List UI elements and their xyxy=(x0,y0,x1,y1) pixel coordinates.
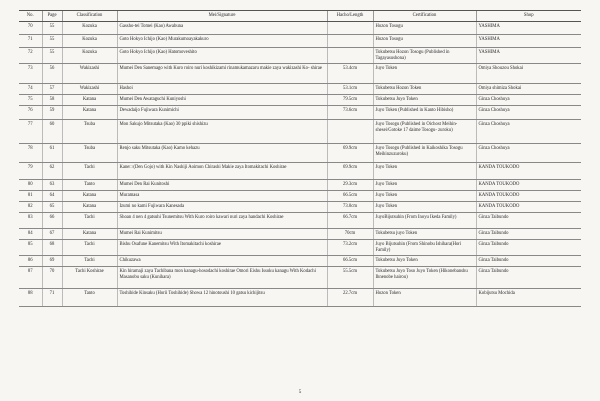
cell-hacho: 79.5cm xyxy=(327,95,373,106)
cell-no: 83 xyxy=(19,213,42,229)
cell-no: 77 xyxy=(19,120,42,144)
cell-no: 73 xyxy=(19,64,42,84)
cell-hacho: 70cm xyxy=(327,229,373,240)
cell-certification: Hozon Tosogu xyxy=(373,22,476,35)
cell-mei: Shoan 4 nen 4 gatsuhi Tsunemitsu With Kuro roiro kawari nuri zaya handachi Koshirae xyxy=(117,213,327,229)
cell-certification: Tokubetsu Juyo Token xyxy=(373,256,476,267)
cell-certification: Tokubetsu Hozon Tosogu (Published in Tagayasushona) xyxy=(373,48,476,64)
cell-no: 82 xyxy=(19,202,42,213)
cell-shop: Ginza Choshuya xyxy=(476,95,581,106)
cell-mei: Mumei Den Awataguchi Kuniyoshi xyxy=(117,95,327,106)
cell-page: 60 xyxy=(42,120,62,144)
cell-certification: JuyoBijutsuhin (From Inoyu Ikeda Family) xyxy=(373,213,476,229)
table-row xyxy=(19,267,581,289)
cell-hacho: 69.9cm xyxy=(327,163,373,180)
cell-hacho xyxy=(327,120,373,144)
cell-mei: Dewadaijo Fujiwara Kunimichi xyxy=(117,106,327,120)
cell-no: 84 xyxy=(19,229,42,240)
catalog-table xyxy=(19,10,581,307)
cell-mei: Muramasa xyxy=(117,191,327,202)
cell-certification: Tokubetsu Hozon Token xyxy=(373,84,476,95)
cell-shop: Ginza Choshuya xyxy=(476,144,581,163)
cell-page: 66 xyxy=(42,213,62,229)
cell-no: 86 xyxy=(19,256,42,267)
table-row xyxy=(19,213,581,229)
cell-shop: Ginza Choshuya xyxy=(476,106,581,120)
cell-page: 58 xyxy=(42,95,62,106)
cell-mei: Renjo saku Mitsutaka (Kao) Kamo kehazu xyxy=(117,144,327,163)
table-row xyxy=(19,144,581,163)
cell-certification: Juyo Token xyxy=(373,180,476,191)
cell-hacho: 73.0cm xyxy=(327,202,373,213)
table-row xyxy=(19,256,581,267)
cell-hacho: 66.5cm xyxy=(327,256,373,267)
cell-shop: KANDA TOUKODO xyxy=(476,191,581,202)
cell-mei: Mumei Rai Kunimitsu xyxy=(117,229,327,240)
cell-shop: Omiya Shouzou Shokai xyxy=(476,64,581,84)
cell-mei: Mumei Den Sanemago with Kuro roiro nuri koshikizami rinamukamazaru makie zaya wakizashi Ko- shirae xyxy=(117,64,327,84)
cell-certification: Juyo Bijutsuhin (From Shinobu Ishihara(Hori Family) xyxy=(373,240,476,256)
cell-page: 69 xyxy=(42,256,62,267)
table-row xyxy=(19,180,581,191)
table-row xyxy=(19,191,581,202)
cell-classification: Katana xyxy=(62,229,117,240)
cell-classification: Tachi xyxy=(62,163,117,180)
table-row xyxy=(19,120,581,144)
cell-shop: Kobijutsu Mochida xyxy=(476,289,581,307)
cell-shop: KANDA TOUKODO xyxy=(476,163,581,180)
table-row xyxy=(19,240,581,256)
table-row xyxy=(19,95,581,106)
cell-no: 87 xyxy=(19,267,42,289)
cell-certification: Juyo Tosogu (Published in Oichost Meihin- shesei/Gotoke 17 daime Tosogu- zuroku) xyxy=(373,120,476,144)
cell-no: 81 xyxy=(19,191,42,202)
cell-hacho xyxy=(327,48,373,64)
header-certification: Certification xyxy=(373,11,476,22)
cell-certification: Juyo Token xyxy=(373,191,476,202)
cell-mei: Chikuzawa xyxy=(117,256,327,267)
table-row xyxy=(19,202,581,213)
cell-hacho xyxy=(327,22,373,35)
cell-classification: Tachi xyxy=(62,256,117,267)
cell-hacho: 66.7cm xyxy=(327,213,373,229)
cell-page: 55 xyxy=(42,48,62,64)
cell-hacho: 53.4cm xyxy=(327,64,373,84)
table-row xyxy=(19,163,581,180)
cell-classification: Wakizashi xyxy=(62,64,117,84)
cell-mei: Izumi no kami Fujiwara Kanesada xyxy=(117,202,327,213)
table-row xyxy=(19,22,581,35)
cell-page: 67 xyxy=(42,229,62,240)
header-page: Page xyxy=(42,11,62,22)
cell-certification: Hozon Tosogu xyxy=(373,35,476,48)
cell-classification: Tanto xyxy=(62,180,117,191)
cell-no: 79 xyxy=(19,163,42,180)
cell-classification: Tachi xyxy=(62,240,117,256)
cell-shop: YASHIMA xyxy=(476,22,581,35)
cell-shop: Ginza Taibundo xyxy=(476,229,581,240)
header-no: No. xyxy=(19,11,42,22)
cell-page: 57 xyxy=(42,84,62,95)
cell-mei: Hashoi xyxy=(117,84,327,95)
cell-certification: Tokubetsu juyo Token xyxy=(373,229,476,240)
cell-page: 55 xyxy=(42,35,62,48)
cell-page: 62 xyxy=(42,163,62,180)
cell-hacho: 73.2cm xyxy=(327,240,373,256)
cell-no: 78 xyxy=(19,144,42,163)
cell-hacho xyxy=(327,35,373,48)
cell-mei: Mumei Den Rai Kunitoshi xyxy=(117,180,327,191)
cell-mei: Toshihide Kinsaku (Horii Toshihide) Showa 12 hinotoushi 10 gatsu kichijitsu xyxy=(117,289,327,307)
cell-shop: KANDA TOUKODO xyxy=(476,180,581,191)
cell-mei: Mon Sakujo Mitsutaka (Kao) 30 ppiki shishizu xyxy=(117,120,327,144)
cell-certification: Tokubetsu Juyo Toso Juyo Token (Hikonebanshu Ihnenobe hairou) xyxy=(373,267,476,289)
cell-classification: Kozuka xyxy=(62,22,117,35)
cell-hacho: 73.6cm xyxy=(327,106,373,120)
cell-classification: Tachi Koshirae xyxy=(62,267,117,289)
cell-hacho: 66.5cm xyxy=(327,191,373,202)
page-number: 5 xyxy=(298,390,302,395)
cell-certification: Juyo Token xyxy=(373,64,476,84)
cell-no: 70 xyxy=(19,22,42,35)
table-row xyxy=(19,64,581,84)
cell-page: 70 xyxy=(42,267,62,289)
cell-shop: Ginza Taibundo xyxy=(476,213,581,229)
cell-no: 71 xyxy=(19,35,42,48)
header-shop: Shop xyxy=(476,11,581,22)
cell-mei: Gassho-tei Tomei (Kao) Awabuna xyxy=(117,22,327,35)
cell-mei: Bishu Osafune Kanemitsu With Itomakitachi koshirae xyxy=(117,240,327,256)
cell-shop: KANDA TOUKODO xyxy=(476,202,581,213)
cell-mei: Goto Hokyo Ichijo (Kao) Hatomoveshito xyxy=(117,48,327,64)
cell-certification: Hozon Token xyxy=(373,289,476,307)
cell-no: 88 xyxy=(19,289,42,307)
cell-classification: Katana xyxy=(62,191,117,202)
cell-hacho: 22.7cm xyxy=(327,289,373,307)
cell-page: 55 xyxy=(42,22,62,35)
table-row xyxy=(19,106,581,120)
cell-mei: Kane□ (Den Gojo) with Kin Nashiji Aoimon Chirashi Makie zaya Itomakitachi Koshirae xyxy=(117,163,327,180)
cell-hacho: 55.5cm xyxy=(327,267,373,289)
cell-classification: Katana xyxy=(62,202,117,213)
cell-certification: Tokubetsu Juyo Token xyxy=(373,95,476,106)
cell-no: 75 xyxy=(19,95,42,106)
cell-hacho: 53.1cm xyxy=(327,84,373,95)
cell-page: 59 xyxy=(42,106,62,120)
cell-shop: YASHIMA xyxy=(476,35,581,48)
header-classification: Classification xyxy=(62,11,117,22)
cell-classification: Wakizashi xyxy=(62,84,117,95)
cell-shop: Ginza Taibundo xyxy=(476,240,581,256)
cell-certification: Juyo Token (Published in Kanto Hibisho) xyxy=(373,106,476,120)
cell-page: 68 xyxy=(42,240,62,256)
cell-certification: Juyo Tosogu (Published in Kaikoshika Tosogu Meihinzuzuroku) xyxy=(373,144,476,163)
cell-classification: Tachi xyxy=(62,213,117,229)
table-row xyxy=(19,289,581,307)
cell-classification: Katana xyxy=(62,106,117,120)
cell-certification: Juyo Token xyxy=(373,202,476,213)
cell-shop: YASHIMA xyxy=(476,48,581,64)
table-row xyxy=(19,84,581,95)
cell-mei: Goto Hokyo Ichijo (Kao) Murakumoayakakuro xyxy=(117,35,327,48)
cell-classification: Katana xyxy=(62,95,117,106)
cell-page: 56 xyxy=(42,64,62,84)
cell-classification: Kozuka xyxy=(62,48,117,64)
table-row xyxy=(19,48,581,64)
cell-no: 76 xyxy=(19,106,42,120)
cell-no: 72 xyxy=(19,48,42,64)
cell-classification: Kozuka xyxy=(62,35,117,48)
cell-page: 63 xyxy=(42,180,62,191)
cell-page: 71 xyxy=(42,289,62,307)
cell-classification: Tsuba xyxy=(62,144,117,163)
cell-page: 65 xyxy=(42,202,62,213)
cell-shop: Ginza Choshuya xyxy=(476,120,581,144)
table-row xyxy=(19,35,581,48)
header-hacho: Hacho/Length xyxy=(327,11,373,22)
header-mei: Mei/Signature xyxy=(117,11,327,22)
cell-shop: Ginza Taibundo xyxy=(476,256,581,267)
cell-shop: Ginza Taibundo xyxy=(476,267,581,289)
cell-shop: Omiya shimiza Shokai xyxy=(476,84,581,95)
cell-certification: Juyo Token xyxy=(373,163,476,180)
cell-page: 64 xyxy=(42,191,62,202)
cell-page: 61 xyxy=(42,144,62,163)
cell-no: 74 xyxy=(19,84,42,95)
cell-hacho: 29.3cm xyxy=(327,180,373,191)
cell-classification: Tanto xyxy=(62,289,117,307)
cell-classification: Tsuba xyxy=(62,120,117,144)
header-row xyxy=(19,11,581,22)
cell-mei: Kin hiramaji zaya Tachibana mon kanagu-hosodachi koshirae Omori Eishu Issoku kanagu With Kodachi Masanobu saku (Kunihara) xyxy=(117,267,327,289)
cell-hacho: 69.9cm xyxy=(327,144,373,163)
table-row xyxy=(19,229,581,240)
cell-no: 80 xyxy=(19,180,42,191)
cell-no: 85 xyxy=(19,240,42,256)
